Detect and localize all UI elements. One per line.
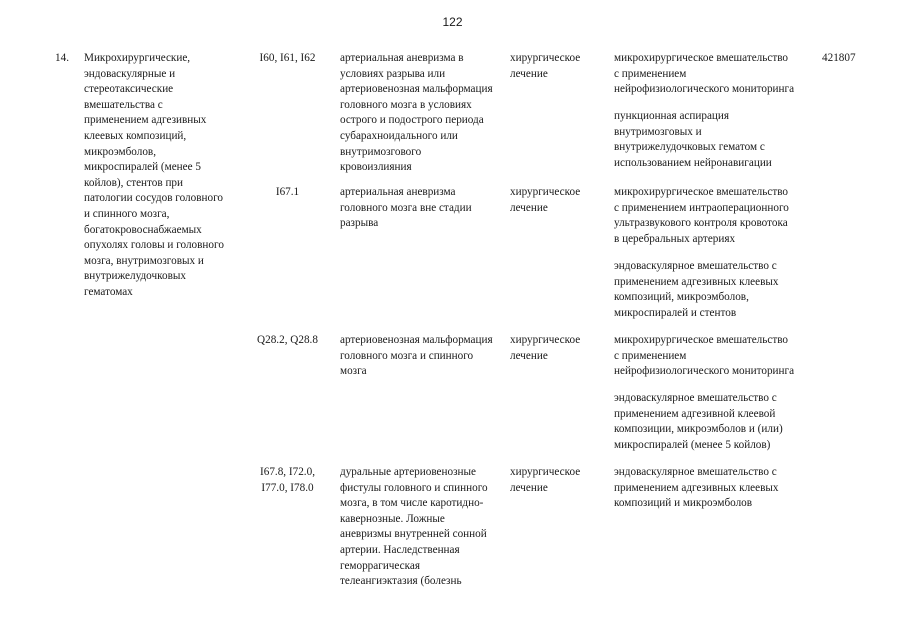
method: эндоваскулярное вмешательство с применением адгезивных клеевых композиций, микроэмболов, микроспиралей и стентов [614, 260, 779, 319]
icd-codes: I67.1 [275, 186, 300, 198]
icd-codes: I60, I61, I62 [259, 52, 316, 64]
page-number: 122 [442, 15, 463, 29]
method: микрохирургическое вмешательство с применением интраоперационного ультразвукового контроля кровотока в церебральных артериях [614, 186, 789, 245]
method: эндоваскулярное вмешательство с применением адгезивных клеевых композиций и микроэмболов [614, 466, 779, 510]
icd-codes: I67.8, I72.0, I77.0, I78.0 [260, 466, 315, 494]
treatment-kind: хирургическое лечение [510, 52, 581, 80]
treatment-kind: хирургическое лечение [510, 334, 581, 362]
treatment-kind: хирургическое лечение [510, 186, 581, 214]
diagnosis: артериовенозная мальформация головного мозга и спинного мозга [340, 334, 493, 378]
diagnosis: артериальная аневризма головного мозга вне стадии разрыва [340, 186, 472, 230]
treatment-name: Микрохирургические, эндоваскулярные и стереотаксические вмешательства с применением адгезивных клеевых композиций, микроэмболов, микроспиралей (менее 5 койлов), стентов при патологии сосудов головного и спинного мозга, богатокровоснабжаемых опухолях головы и головного мозга, внутримозговых и внутрижелудочковых гематомах [84, 52, 224, 298]
method: микрохирургическое вмешательство с применением нейрофизиологического мониторинга [614, 334, 795, 378]
treatment-kind: хирургическое лечение [510, 466, 581, 494]
method: микрохирургическое вмешательство с применением нейрофизиологического мониторинга [614, 52, 795, 96]
diagnosis: дуральные артериовенозные фистулы головного и спинного мозга, в том числе каротидно- кавернозные. Ложные аневризмы внутренней сонной артерии. Наследственная геморрагическая телеангиэктазия (болезнь [340, 466, 488, 588]
icd-codes: Q28.2, Q28.8 [257, 334, 318, 346]
method: эндоваскулярное вмешательство с применением адгезивной клеевой композиции, микроэмболов и (или) микроспиралей (менее 5 койлов) [614, 392, 783, 451]
row-number: 14. [55, 52, 69, 64]
method: пункционная аспирация внутримозговых и внутрижелудочковых гематом с использованием нейронавигации [614, 110, 772, 169]
cost-value: 421807 [822, 52, 856, 64]
diagnosis: артериальная аневризма в условиях разрыва или артериовенозная мальформация головного мозга в условиях острого и подострого периода субарахноидального или внутримозгового кровоизлияния [340, 52, 493, 174]
